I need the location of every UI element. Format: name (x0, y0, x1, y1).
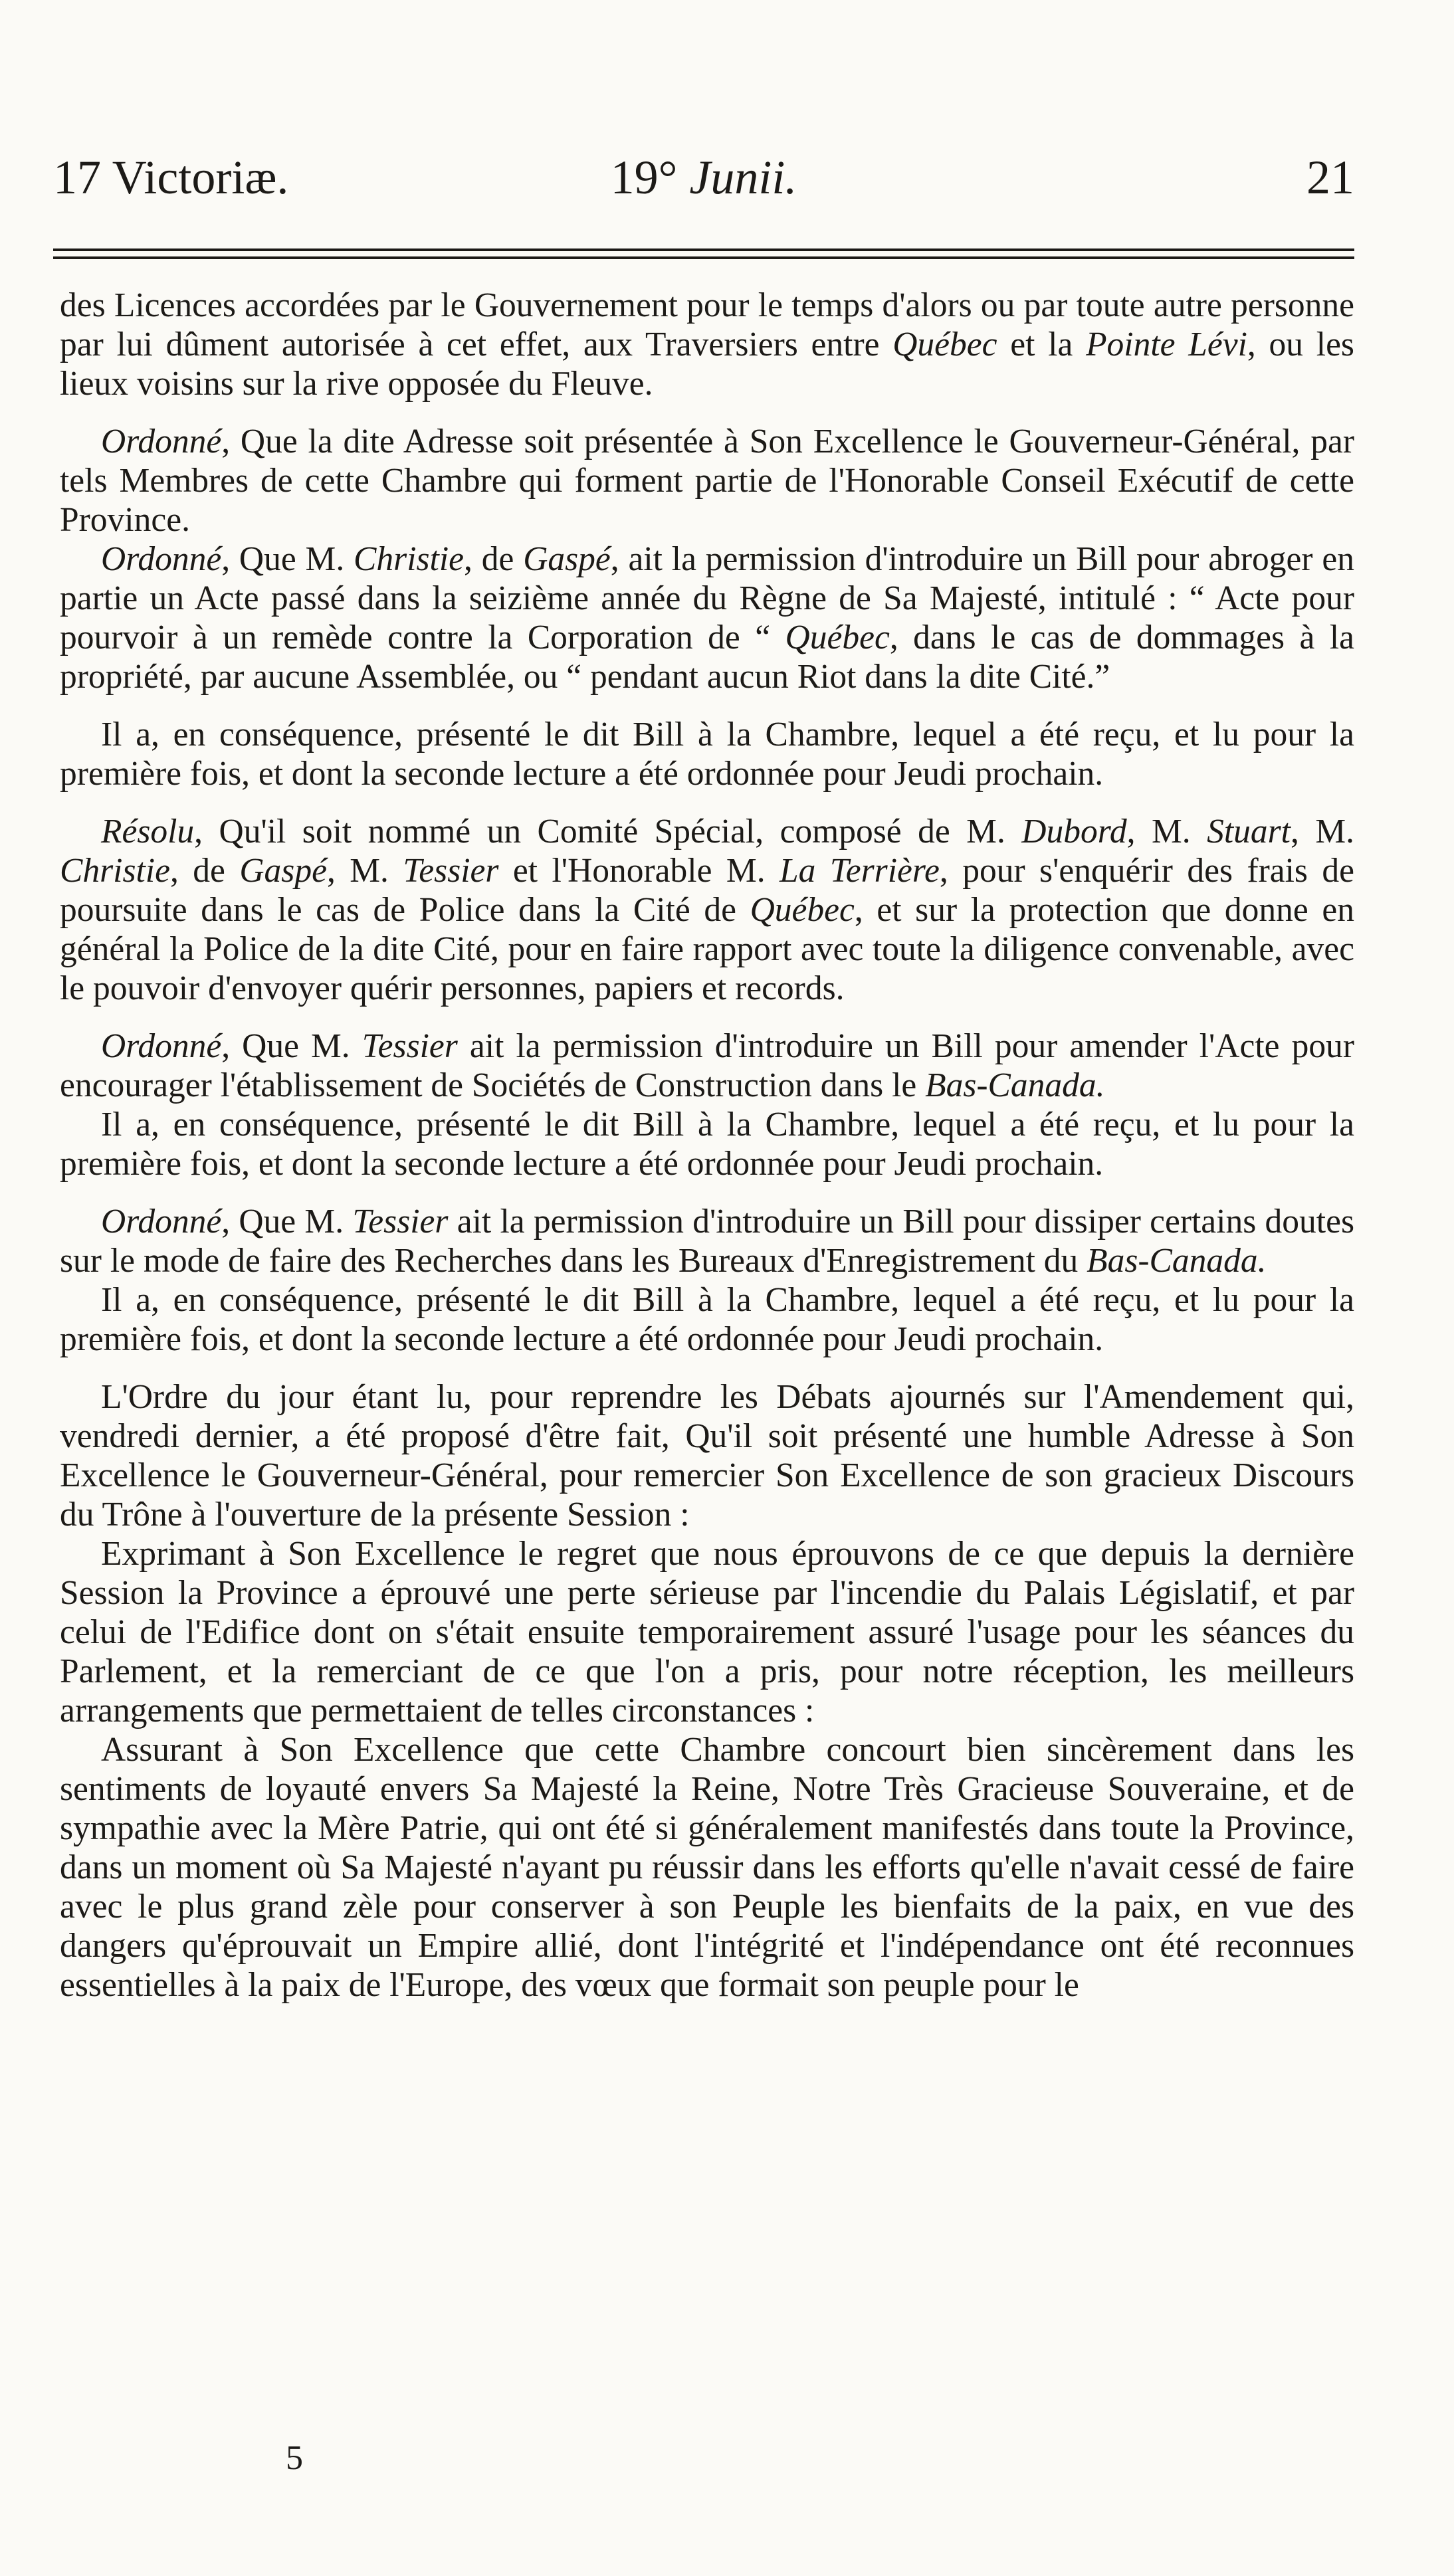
text-run: , de (169, 852, 240, 890)
italic-text: Stuart (1207, 813, 1291, 850)
body-text (60, 286, 1354, 2005)
paragraph-ordre-du-jour (60, 1377, 1354, 1534)
text-run: , pour s'enquérir des frais de poursuite dans le cas de Police dans la Cité de (60, 852, 1355, 929)
text-run: , Que la dite Adresse soit présentée à Son Excellence le Gouverneur-Général, par tels Membres de cette Chambre qui forment partie de l'Honorable Conseil Exécutif de cette Province. (60, 423, 1354, 539)
italic-text: Résolu (101, 813, 195, 850)
header-month: Junii. (689, 151, 797, 204)
signature-mark: 5 (286, 2439, 303, 2477)
text-run: , dans le cas de dommages à la propriété, par aucune Assemblée, ou “ pendant aucun Riot dans la dite Cité.” (60, 619, 1354, 696)
italic-text: Tessier (403, 852, 499, 890)
italic-text: La Terrière (779, 852, 940, 890)
text-run: , M. (326, 852, 403, 890)
header-rule-bottom (53, 256, 1354, 259)
text-run: et l'Honorable M. (498, 852, 780, 890)
italic-text: Tessier (352, 1203, 449, 1240)
italic-text: Christie (60, 852, 170, 890)
italic-text: Bas-Canada. (925, 1066, 1105, 1104)
page-number: 21 (1306, 151, 1354, 204)
text-run: Il a, en conséquence, présenté le dit Bill à la Chambre, lequel a été reçu, et lu pour la première fois, et dont la seconde lecture a été ordonnée pour Jeudi prochain. (60, 1281, 1354, 1358)
paragraph-assurant (60, 1730, 1354, 2005)
italic-text: Québec (785, 619, 890, 656)
text-run: , ou les lieux voisins sur la rive opposée du Fleuve. (60, 326, 1354, 403)
text-run: Il a, en conséquence, présenté le dit Bill à la Chambre, lequel a été reçu, et lu pour la première fois, et dont la seconde lecture a été ordonnée pour Jeudi prochain. (60, 1106, 1354, 1183)
text-run: L'Ordre du jour étant lu, pour reprendre les Débats ajournés sur l'Amendement qui, vendredi dernier, a été proposé d'être fait, Qu'il soit présenté une humble Adresse à Son Excellence le Gouverneur-Général, pour remercier Son Excellence de son gracieux Discours du Trône à l'ouverture de la présente Session : (60, 1378, 1354, 1534)
italic-text: Gaspé (523, 540, 611, 578)
paragraph-bill-presented-3 (60, 1280, 1354, 1359)
text-run: des Licences accordées par le Gouvernement pour le temps d'alors ou par toute autre personne par lui dûment autorisée à cet effet, aux Traversiers entre (60, 286, 1354, 363)
italic-text: Québec (750, 891, 855, 929)
text-run: , Que M. (221, 540, 354, 578)
italic-text: Ordonné (101, 1027, 222, 1065)
text-run: , ait la permission d'introduire un Bill pour abroger en partie un Acte passé dans la seizième année du Règne de Sa Majesté, intitulé : “ Acte pour pourvoir à un remède contre la Corporation de “ (60, 540, 1355, 656)
italic-text: Ordonné (101, 423, 222, 460)
text-run: , Que M. (221, 1027, 362, 1065)
running-header (53, 148, 1354, 207)
italic-text: Christie (354, 540, 465, 578)
paragraph-exprimant (60, 1534, 1354, 1730)
text-run: Il a, en conséquence, présenté le dit Bill à la Chambre, lequel a été reçu, et lu pour la première fois, et dont la seconde lecture a été ordonnée pour Jeudi prochain. (60, 716, 1354, 793)
text-run: ait la permission d'introduire un Bill pour dissiper certains doutes sur le mode de faire des Recherches dans les Bureaux d'Enregistrement du (60, 1203, 1354, 1280)
header-regnal-year: 17 Victoriæ. (53, 151, 289, 204)
text-run: , M. (1126, 813, 1207, 850)
paragraph-resolu-comite (60, 812, 1354, 1008)
paragraph-bill-presented-1 (60, 715, 1354, 793)
text-run: , Que M. (221, 1203, 353, 1240)
text-run: ait la permission d'introduire un Bill pour amender l'Acte pour encourager l'établissement de Sociétés de Construction dans le (60, 1027, 1354, 1104)
italic-text: Québec (892, 326, 997, 363)
italic-text: Ordonné (101, 540, 222, 578)
italic-text: Dubord (1021, 813, 1127, 850)
paragraph-ordonne-adresse (60, 422, 1354, 540)
header-date (53, 148, 1354, 207)
italic-text: Pointe Lévi (1086, 326, 1247, 363)
italic-text: Ordonné (101, 1203, 222, 1240)
paragraph-ordonne-tessier-societes (60, 1027, 1354, 1105)
header-rule-top (53, 248, 1354, 251)
text-run: Assurant à Son Excellence que cette Chambre concourt bien sincèrement dans les sentiments de loyauté envers Sa Majesté la Reine, Notre Très Gracieuse Souveraine, et de sympathie avec la Mère Patrie, qui ont été si généralement manifestés dans toute la Province, dans un moment où Sa Majesté n'ayant pu réussir dans les efforts qu'elle n'avait cessé de faire avec le plus grand zèle pour conserver à son Peuple les bienfaits de la paix, en vue des dangers qu'éprouvait un Empire allié, dont l'intégrité et l'indépendance ont été reconnues essentielles à la paix de l'Europe, des vœux que formait son peuple pour le (60, 1731, 1354, 2004)
paragraph-bill-presented-2 (60, 1105, 1354, 1183)
italic-text: Tessier (362, 1027, 458, 1065)
text-run: , M. (1291, 813, 1354, 850)
text-run: , de (464, 540, 524, 578)
text-run: Exprimant à Son Excellence le regret que nous éprouvons de ce que depuis la dernière Session la Province a éprouvé une perte sérieuse par l'incendie du Palais Législatif, et par celui de l'Edifice dont on s'était ensuite temporairement assuré l'usage pour les séances du Parlement, et la remerciant de ce que l'on a pris, pour notre réception, les meilleurs arrangements que permettaient de telles circonstances : (60, 1535, 1354, 1730)
italic-text: Bas-Canada. (1087, 1242, 1267, 1280)
header-day: 19° (610, 151, 678, 204)
paragraph-ordonne-christie-bill (60, 540, 1354, 696)
italic-text: Gaspé (239, 852, 327, 890)
paragraph-continued-licences (60, 286, 1354, 403)
text-run: , et sur la protection que donne en général la Police de la dite Cité, pour en faire rapport avec toute la diligence convenable, avec le pouvoir d'envoyer quérir personnes, papiers et records. (60, 891, 1354, 1007)
paragraph-ordonne-tessier-recherches (60, 1202, 1354, 1280)
text-run: , Qu'il soit nommé un Comité Spécial, composé de M. (194, 813, 1022, 850)
text-run: et la (997, 326, 1087, 363)
